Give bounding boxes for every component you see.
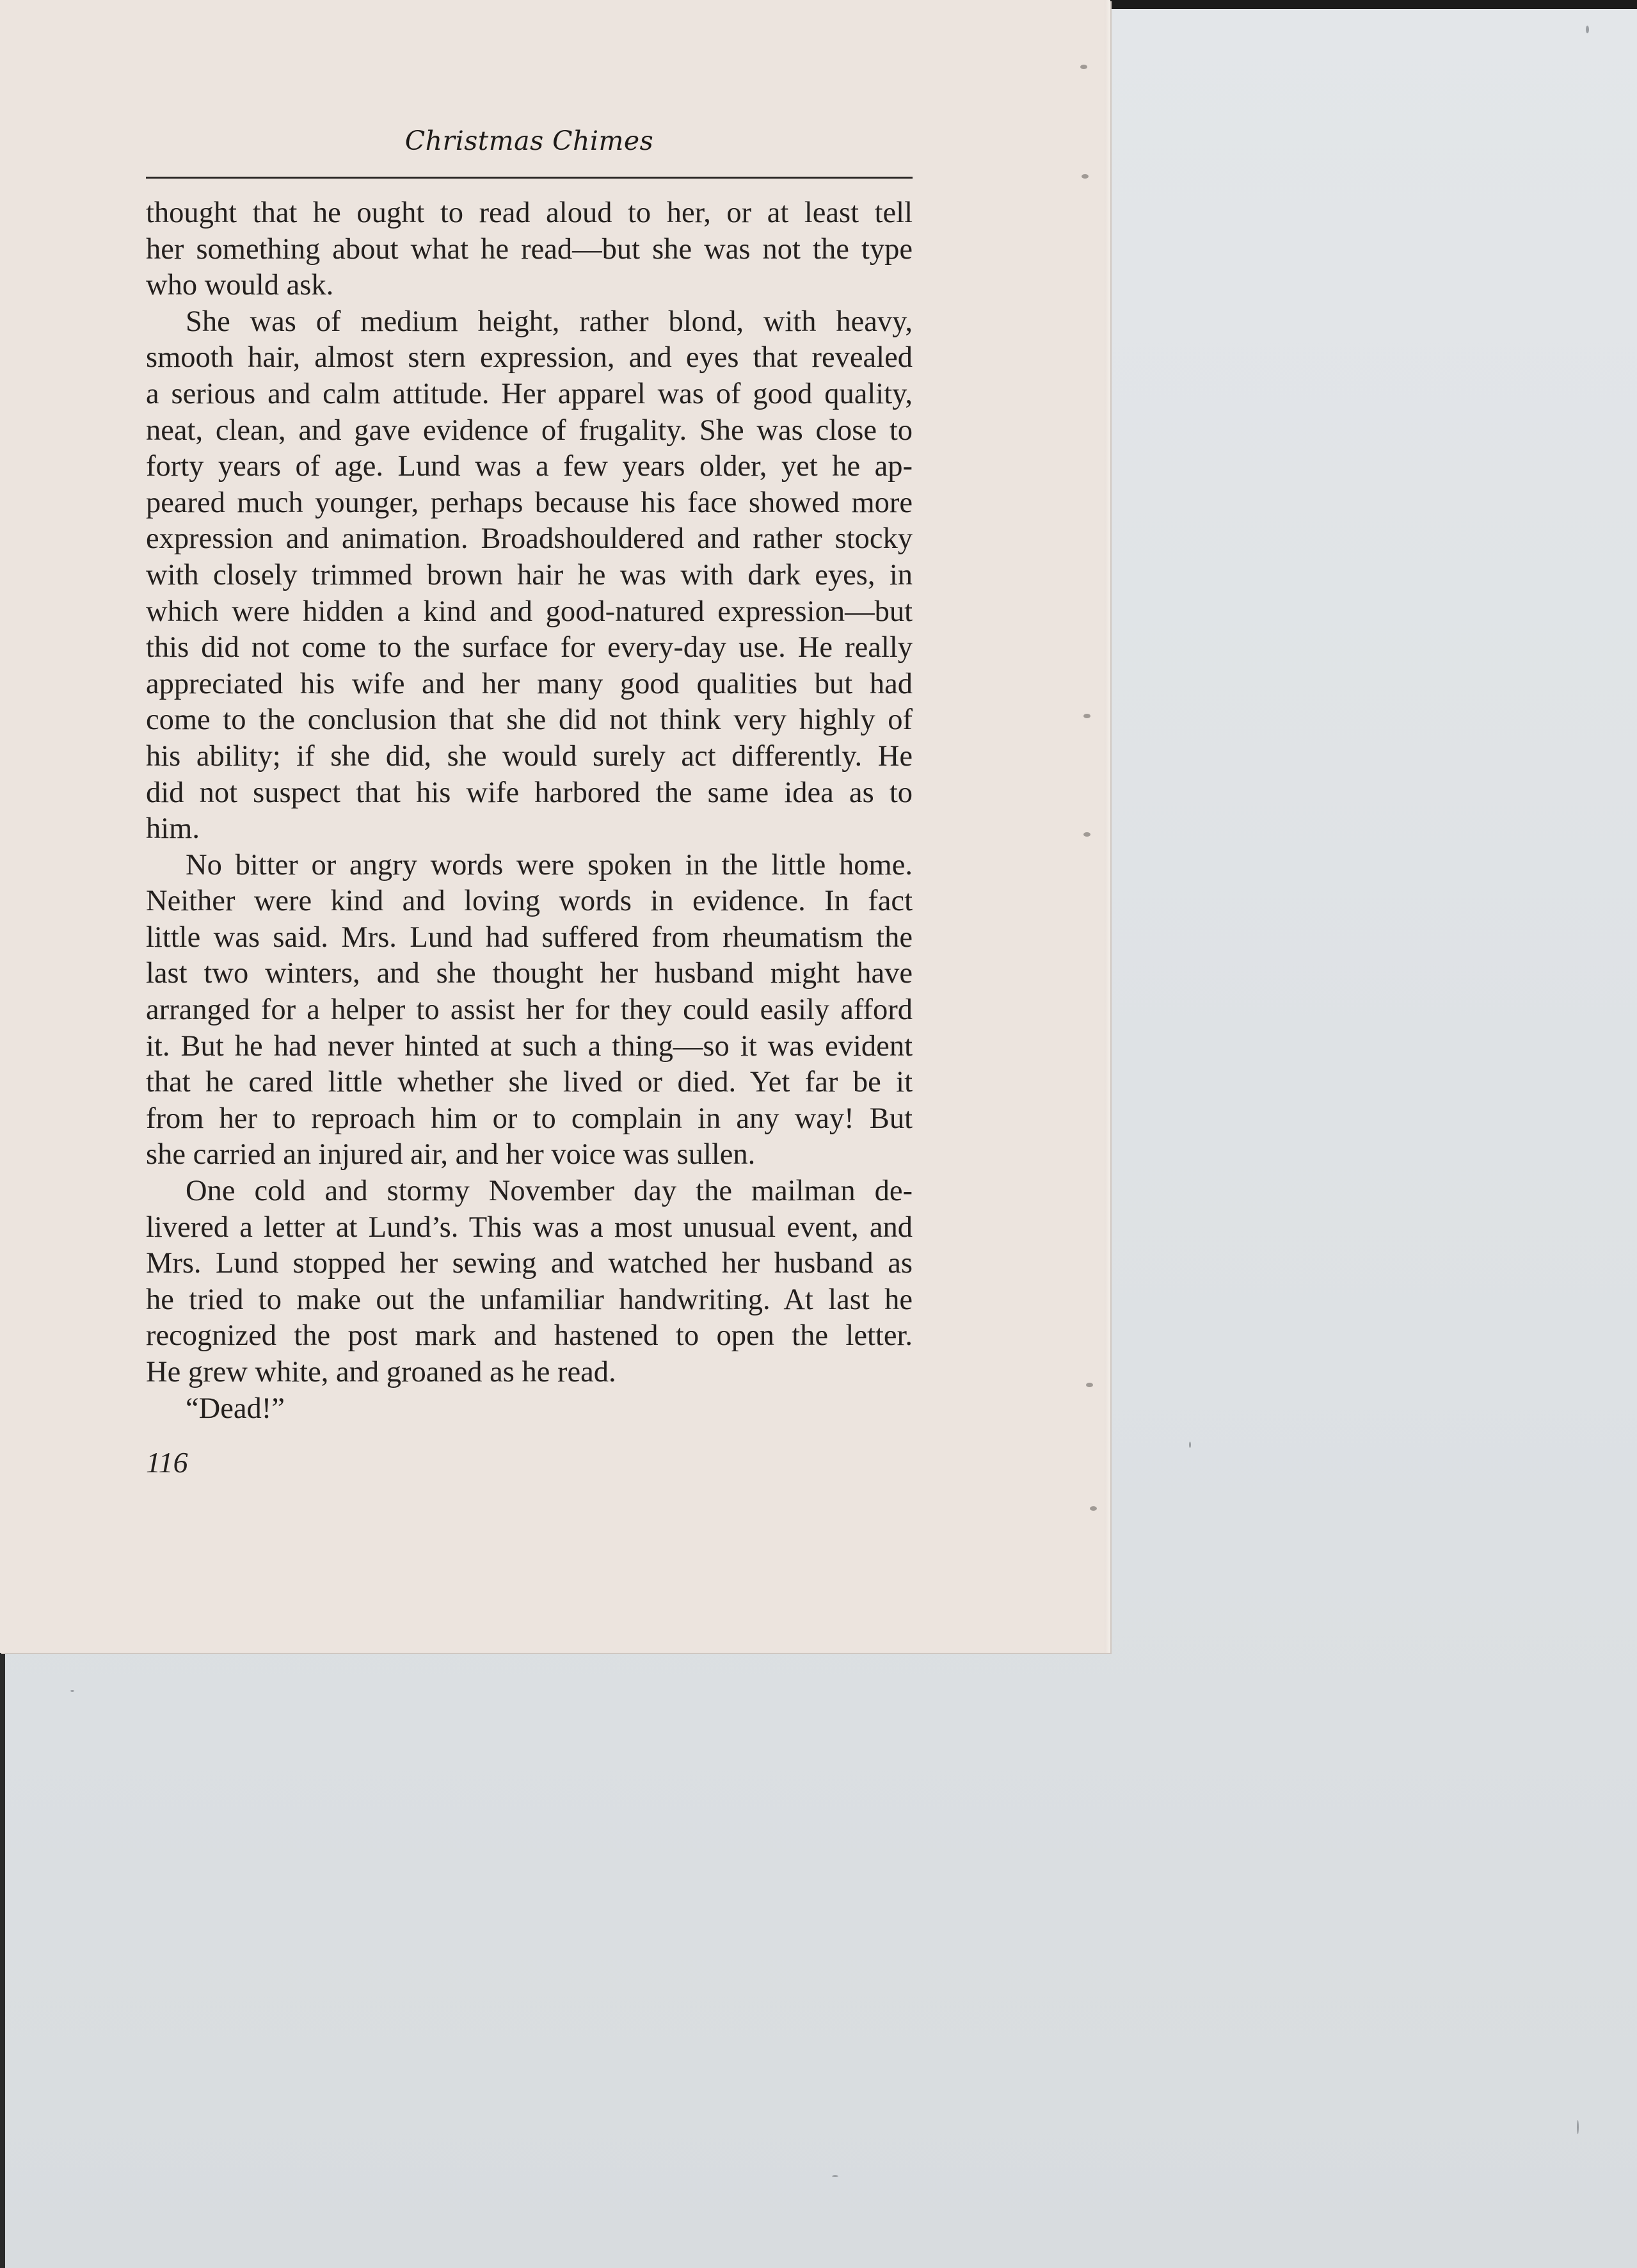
text-line: recognized the post mark and hastened to open the letter. bbox=[146, 1319, 913, 1353]
text-line: expression and animation. Broadshouldered and rather stocky bbox=[146, 522, 913, 556]
text-line: him. bbox=[146, 812, 200, 846]
dust-speck bbox=[1189, 1442, 1191, 1448]
text-line: it. But he had never hinted at such a thing—so it was evident bbox=[146, 1029, 913, 1063]
text-line: One cold and stormy November day the mailman de- bbox=[186, 1175, 913, 1208]
text-line: Neither were kind and loving words in evidence. In fact bbox=[146, 885, 913, 918]
binding-hole bbox=[1086, 1383, 1093, 1387]
running-head: Christmas Chimes bbox=[404, 125, 654, 156]
text-line: “Dead!” bbox=[186, 1392, 285, 1425]
text-line: little was said. Mrs. Lund had suffered from rheumatism the bbox=[146, 921, 913, 954]
text-line: forty years of age. Lund was a few years older, yet he ap- bbox=[146, 450, 913, 483]
text-line: she carried an injured air, and her voice was sullen. bbox=[146, 1138, 756, 1171]
text-line: neat, clean, and gave evidence of frugality. She was close to bbox=[146, 414, 913, 447]
book-page bbox=[0, 0, 1110, 1653]
text-line: peared much younger, perhaps because his face showed more bbox=[146, 486, 913, 519]
binding-hole bbox=[1083, 714, 1090, 718]
dust-speck bbox=[1586, 26, 1589, 33]
body-text bbox=[146, 195, 913, 1427]
dust-speck bbox=[70, 1690, 74, 1692]
text-line: which were hidden a kind and good-natured expression—but bbox=[146, 595, 913, 628]
binding-hole bbox=[1090, 1506, 1097, 1511]
header-rule bbox=[146, 177, 913, 179]
text-line: from her to reproach him or to complain in any way! But bbox=[146, 1102, 913, 1135]
text-line: thought that he ought to read aloud to her, or at least tell bbox=[146, 197, 913, 229]
text-line: he tried to make out the unfamiliar handwriting. At last he bbox=[146, 1283, 913, 1316]
text-line: last two winters, and she thought her husband might have bbox=[146, 957, 913, 990]
text-line: No bitter or angry words were spoken in the little home. bbox=[186, 848, 913, 881]
text-line: She was of medium height, rather blond, with heavy, bbox=[186, 305, 913, 338]
text-line: this did not come to the surface for every-day use. He really bbox=[146, 631, 913, 664]
text-line: that he cared little whether she lived or died. Yet far be it bbox=[146, 1066, 913, 1099]
dust-speck bbox=[832, 2175, 838, 2177]
text-line: He grew white, and groaned as he read. bbox=[146, 1356, 616, 1388]
text-line: did not suspect that his wife harbored the same idea as to bbox=[146, 776, 913, 809]
binding-hole bbox=[1080, 65, 1087, 69]
text-line: livered a letter at Lund’s. This was a most unusual event, and bbox=[146, 1210, 913, 1244]
page-edge bbox=[1105, 0, 1110, 1653]
binding-hole bbox=[1083, 832, 1090, 837]
text-line: appreciated his wife and her many good qualities but had bbox=[146, 667, 913, 700]
scanner-edge-left bbox=[0, 1652, 5, 2268]
text-line: a serious and calm attitude. Her apparel was of good quality, bbox=[146, 377, 913, 410]
binding-hole bbox=[1082, 174, 1089, 179]
text-line: Mrs. Lund stopped her sewing and watched her husband as bbox=[146, 1247, 913, 1280]
text-line: who would ask. bbox=[146, 269, 334, 302]
page-number: 116 bbox=[146, 1446, 188, 1479]
scanner-edge-top bbox=[1110, 0, 1637, 9]
text-line: with closely trimmed brown hair he was with dark eyes, in bbox=[146, 558, 913, 591]
text-line: come to the conclusion that she did not think very highly of bbox=[146, 704, 913, 737]
text-line: smooth hair, almost stern expression, and eyes that revealed bbox=[146, 341, 913, 374]
text-line: her something about what he read—but she was not the type bbox=[146, 232, 913, 266]
text-line: arranged for a helper to assist her for they could easily afford bbox=[146, 993, 913, 1027]
text-line: his ability; if she did, she would surely act differently. He bbox=[146, 739, 913, 773]
dust-speck bbox=[1577, 2120, 1579, 2134]
